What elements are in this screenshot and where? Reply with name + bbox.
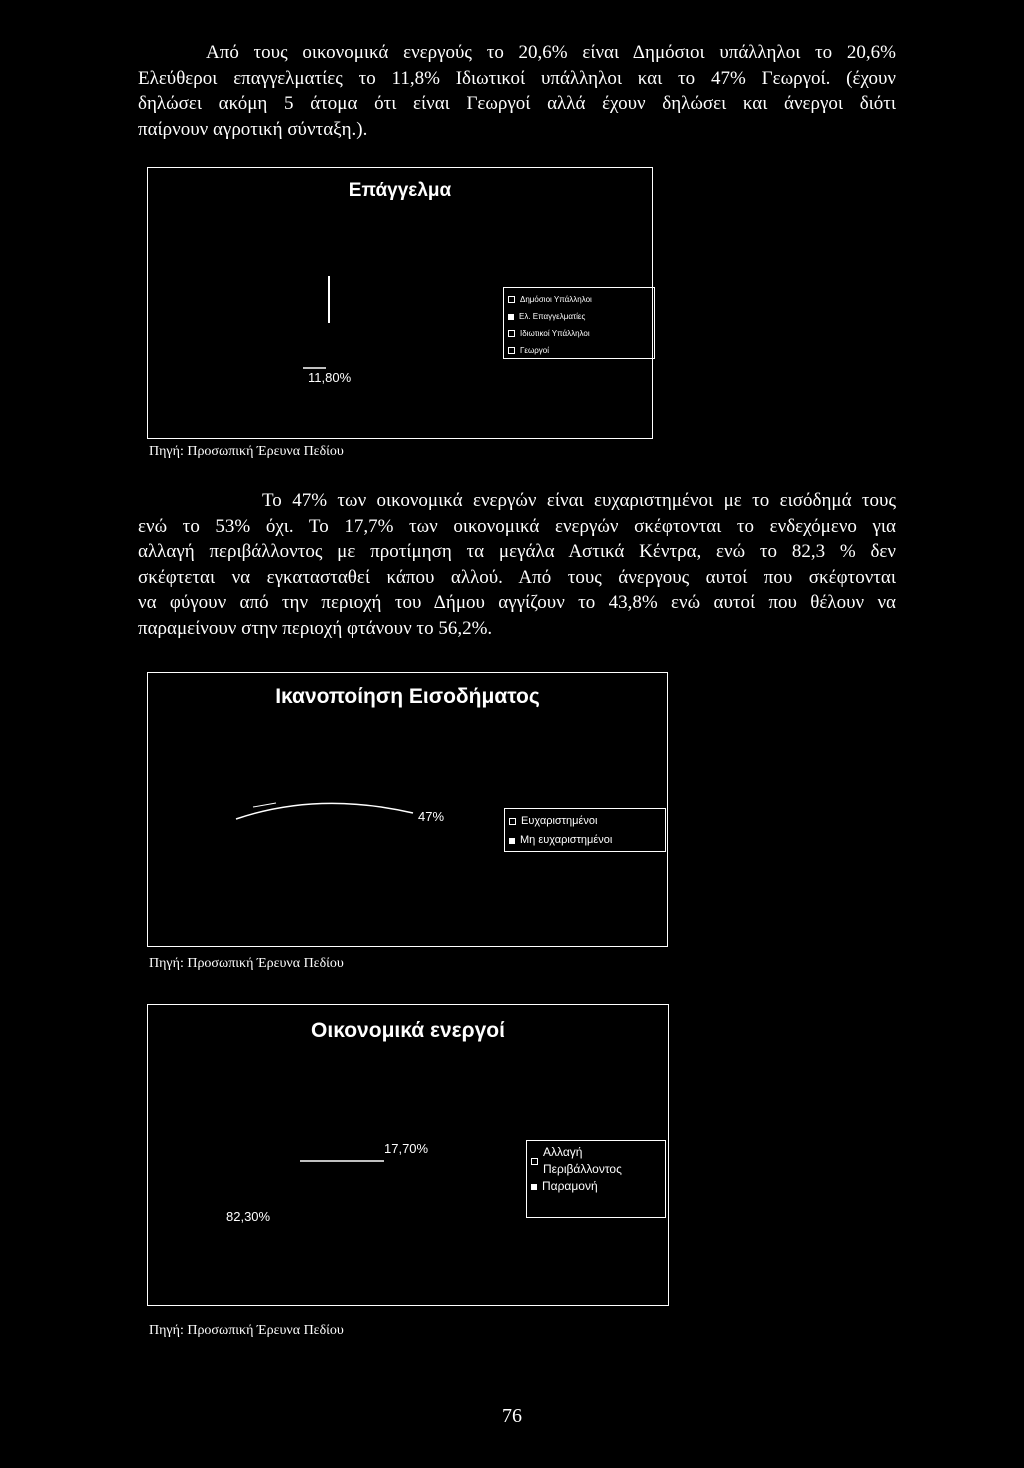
legend-item (508, 291, 650, 308)
leader-line (253, 803, 276, 807)
paragraph-line: παίρνουν αγροτική σύνταξη.). (138, 118, 368, 140)
chart-occupation (147, 167, 653, 439)
chart-title: Οικονομικά ενεργοί (311, 1019, 505, 1042)
legend-label: Ευχαριστημένοι (521, 815, 598, 827)
source-caption: Πηγή: Προσωπική Έρευνα Πεδίου (149, 956, 344, 971)
legend-item (508, 308, 650, 325)
paragraph-line: Το 47% των οικονομικά ενεργών είναι ευχαριστημένοι με το εισόδημά τους (262, 490, 896, 511)
legend-label: Αλλαγή Περιβάλλοντος (543, 1145, 622, 1176)
data-label-stay: 82,30% (226, 1209, 271, 1224)
legend-item (531, 1178, 661, 1195)
legend-item (531, 1144, 661, 1178)
paragraph-line: σκέφτεται να εγκατασταθεί κάπου αλλού. Από τους άνεργους αυτοί που σκέφτονται (138, 566, 896, 588)
legend-marker (531, 1158, 538, 1165)
paragraph-line: να φύγουν από την περιοχή του Δήμου αγγίζουν το 43,8% ενώ αυτοί που θέλουν να (138, 592, 896, 613)
data-label: 47% (418, 809, 445, 824)
legend-marker (508, 347, 515, 354)
chart-income-satisfaction (147, 672, 668, 947)
page-number: 76 (502, 1405, 522, 1427)
legend-marker (508, 296, 515, 303)
paragraph-line: δηλώσει ακόμη 5 άτομα ότι είναι Γεωργοί αλλά έχουν δηλώσει και άνεργοι διότι (138, 93, 896, 114)
legend-label: Δημόσιοι Υπάλληλοι (520, 295, 592, 304)
legend-marker (509, 818, 516, 825)
data-label: 11,80% (308, 370, 352, 385)
paragraph-income (138, 488, 896, 641)
source-caption: Πηγή: Προσωπική Έρευνα Πεδίου (149, 1323, 344, 1338)
paragraph-line: Από τους οικονομικά ενεργούς το 20,6% είναι Δημόσιοι υπάλληλοι το 20,6% (206, 42, 896, 63)
chart-title: Ικανοποίηση Εισοδήματος (275, 685, 540, 708)
legend-item (509, 812, 661, 831)
data-label-change: 17,70% (384, 1141, 429, 1156)
legend-label: Μη ευχαριστημένοι (520, 834, 613, 846)
paragraph-line: ενώ το 53% όχι. Το 17,7% των οικονομικά ενεργών σκέφτονται το ενδεχόμενο για (138, 515, 896, 537)
legend-item (509, 831, 661, 850)
chart-economically-active (147, 1004, 669, 1306)
legend-marker (508, 330, 515, 337)
paragraph-line: Ελεύθεροι επαγγελματίες το 11,8% Ιδιωτικοί υπάλληλοι και το 47% Γεωργοί. (έχουν (138, 67, 896, 89)
legend-marker (508, 314, 514, 320)
paragraph-line: αλλαγή περιβάλλοντος με προτίμηση τα μεγάλα Αστικά Κέντρα, ενώ το 82,3 % δεν (138, 541, 896, 562)
legend-item (508, 342, 650, 359)
legend-label: Ελ. Επαγγελματίες (519, 312, 586, 321)
legend-marker (509, 838, 515, 844)
legend-marker (531, 1184, 537, 1190)
chart-legend (526, 1140, 666, 1218)
paragraph-occupation (138, 40, 896, 142)
source-caption: Πηγή: Προσωπική Έρευνα Πεδίου (149, 444, 344, 459)
paragraph-line: παραμείνουν στην περιοχή φτάνουν το 56,2%. (138, 617, 493, 639)
legend-item (508, 325, 650, 342)
chart-title: Επάγγελμα (348, 180, 452, 201)
legend-label: Παραμονή (542, 1179, 598, 1193)
legend-label: Ιδιωτικοί Υπάλληλοι (520, 329, 590, 338)
chart-legend (503, 287, 655, 359)
chart-legend (504, 808, 666, 852)
legend-label: Γεωργοί (520, 346, 549, 355)
